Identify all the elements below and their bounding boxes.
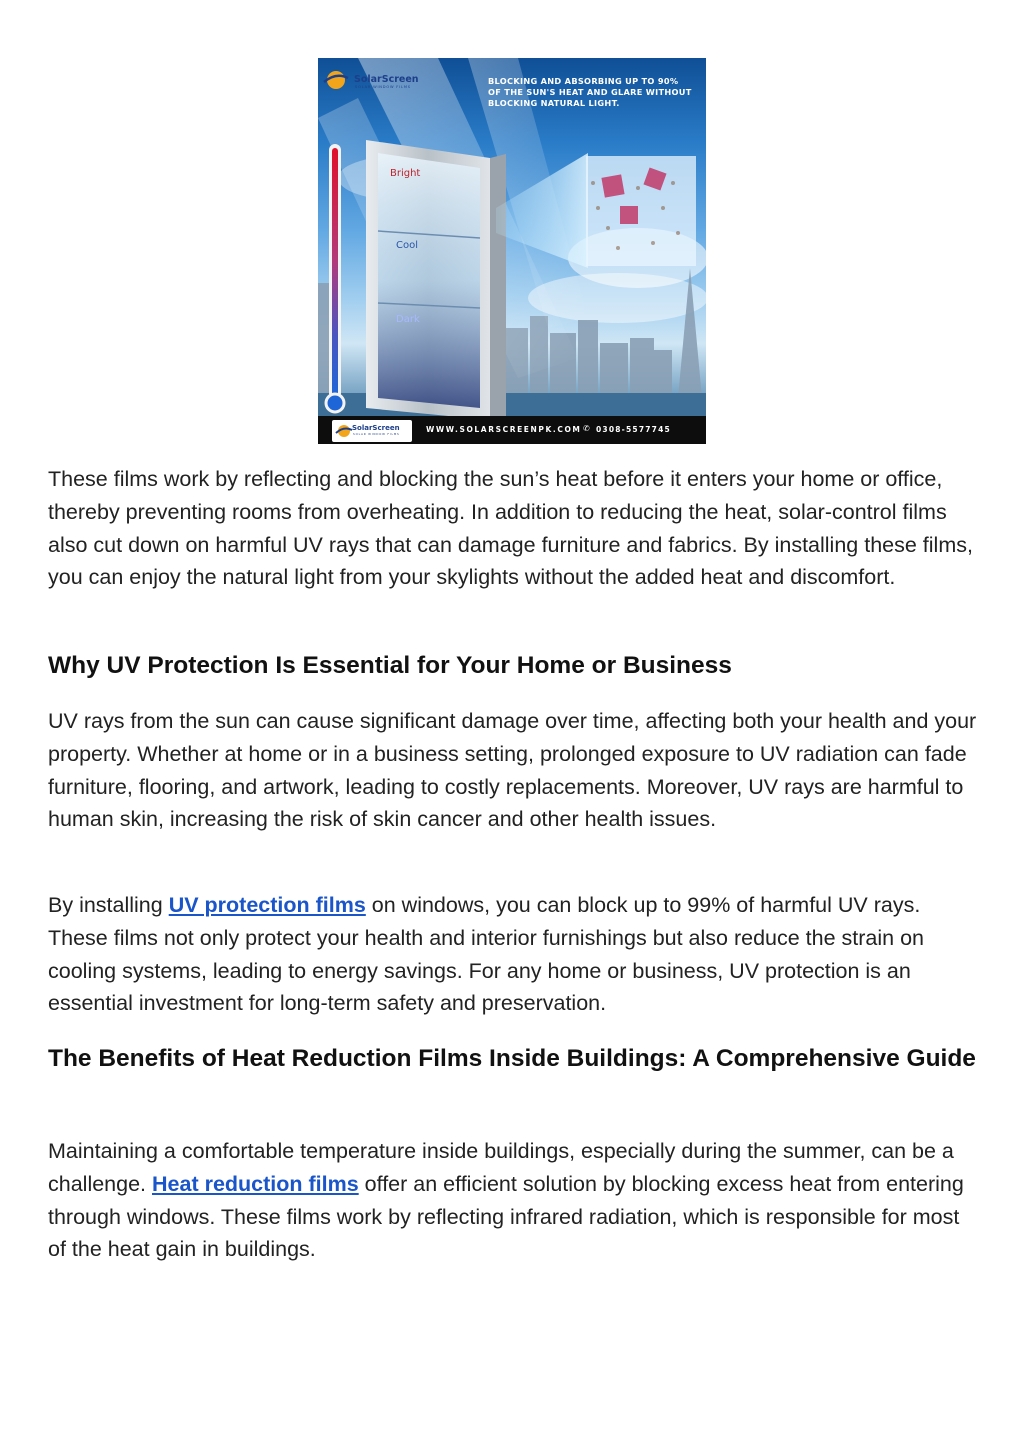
- footer-brand-subtitle: SOLAR WINDOW FILMS: [353, 432, 400, 436]
- heat-text-before: Maintaining a comfortable temperature inside buildings, especially during the summer, can be a challenge.: [48, 1139, 954, 1196]
- paragraph-heat-reduction: [48, 1135, 978, 1266]
- poster-phone: 0308-5577745: [596, 425, 671, 434]
- brand-logo: [326, 68, 436, 92]
- paragraph-uv-films: [48, 889, 978, 1020]
- label-bright: Bright: [390, 168, 421, 179]
- poster-footer-bar: [318, 416, 706, 444]
- heading-heat-reduction-guide: The Benefits of Heat Reduction Films Inside Buildings: A Comprehensive Guide: [48, 1045, 976, 1072]
- uv-films-text-before: By installing: [48, 893, 169, 917]
- paragraph-uv-damage: UV rays from the sun can cause significant damage over time, affecting both your health and your property. Whether at home or in a business setting, prolonged exposure to UV radiation can fade furniture, flooring, and artwork, leading to costly replacements. Moreover, UV rays are harmful to human skin, increasing the risk of skin cancer and other health issues.: [48, 709, 977, 832]
- brand-name: SolarScreen: [354, 74, 419, 85]
- sun-logo-icon: [334, 421, 354, 441]
- paragraph-films-work: These films work by reflecting and blocking the sun’s heat before it enters your home or office, thereby preventing rooms from overheating. In addition to reducing the heat, solar-control films also cut down on harmful UV rays that can damage furniture and fabrics. By installing these films, you can enjoy the natural light from your skylights without the added heat and discomfort.: [48, 467, 973, 590]
- heat-reduction-films-link[interactable]: Heat reduction films: [152, 1171, 359, 1196]
- uv-films-text-after: on windows, you can block up to 99% of harmful UV rays. These films not only protect your health and interior furnishings but also reduce the strain on cooling systems, leading to energy savings. For any home or business, UV protection is an essential investment for long-term safety and preservation.: [48, 893, 925, 1016]
- footer-brand-name: SolarScreen: [352, 424, 400, 432]
- phone-icon: ✆: [583, 424, 590, 433]
- footer-brand-logo: [332, 420, 412, 442]
- label-cool: Cool: [396, 240, 418, 251]
- poster-headline: BLOCKING AND ABSORBING UP TO 90% OF THE SUN'S HEAT AND GLARE WITHOUT BLOCKING NATURAL LIGHT.: [488, 76, 692, 108]
- label-dark: Dark: [396, 314, 420, 325]
- uv-protection-films-link[interactable]: UV protection films: [168, 893, 366, 917]
- poster-website: WWW.SOLARSCREENPK.COM: [426, 425, 582, 434]
- poster-illustration: [318, 58, 706, 444]
- brand-subtitle: SOLAR WINDOW FILMS: [355, 85, 411, 89]
- heading-uv-protection: Why UV Protection Is Essential for Your Home or Business: [48, 652, 732, 679]
- heat-text-after: offer an efficient solution by blocking excess heat from entering through windows. These films work by reflecting infrared radiation, which is responsible for most of the heat gain in buildings.: [48, 1171, 964, 1262]
- solar-film-poster: [318, 58, 706, 444]
